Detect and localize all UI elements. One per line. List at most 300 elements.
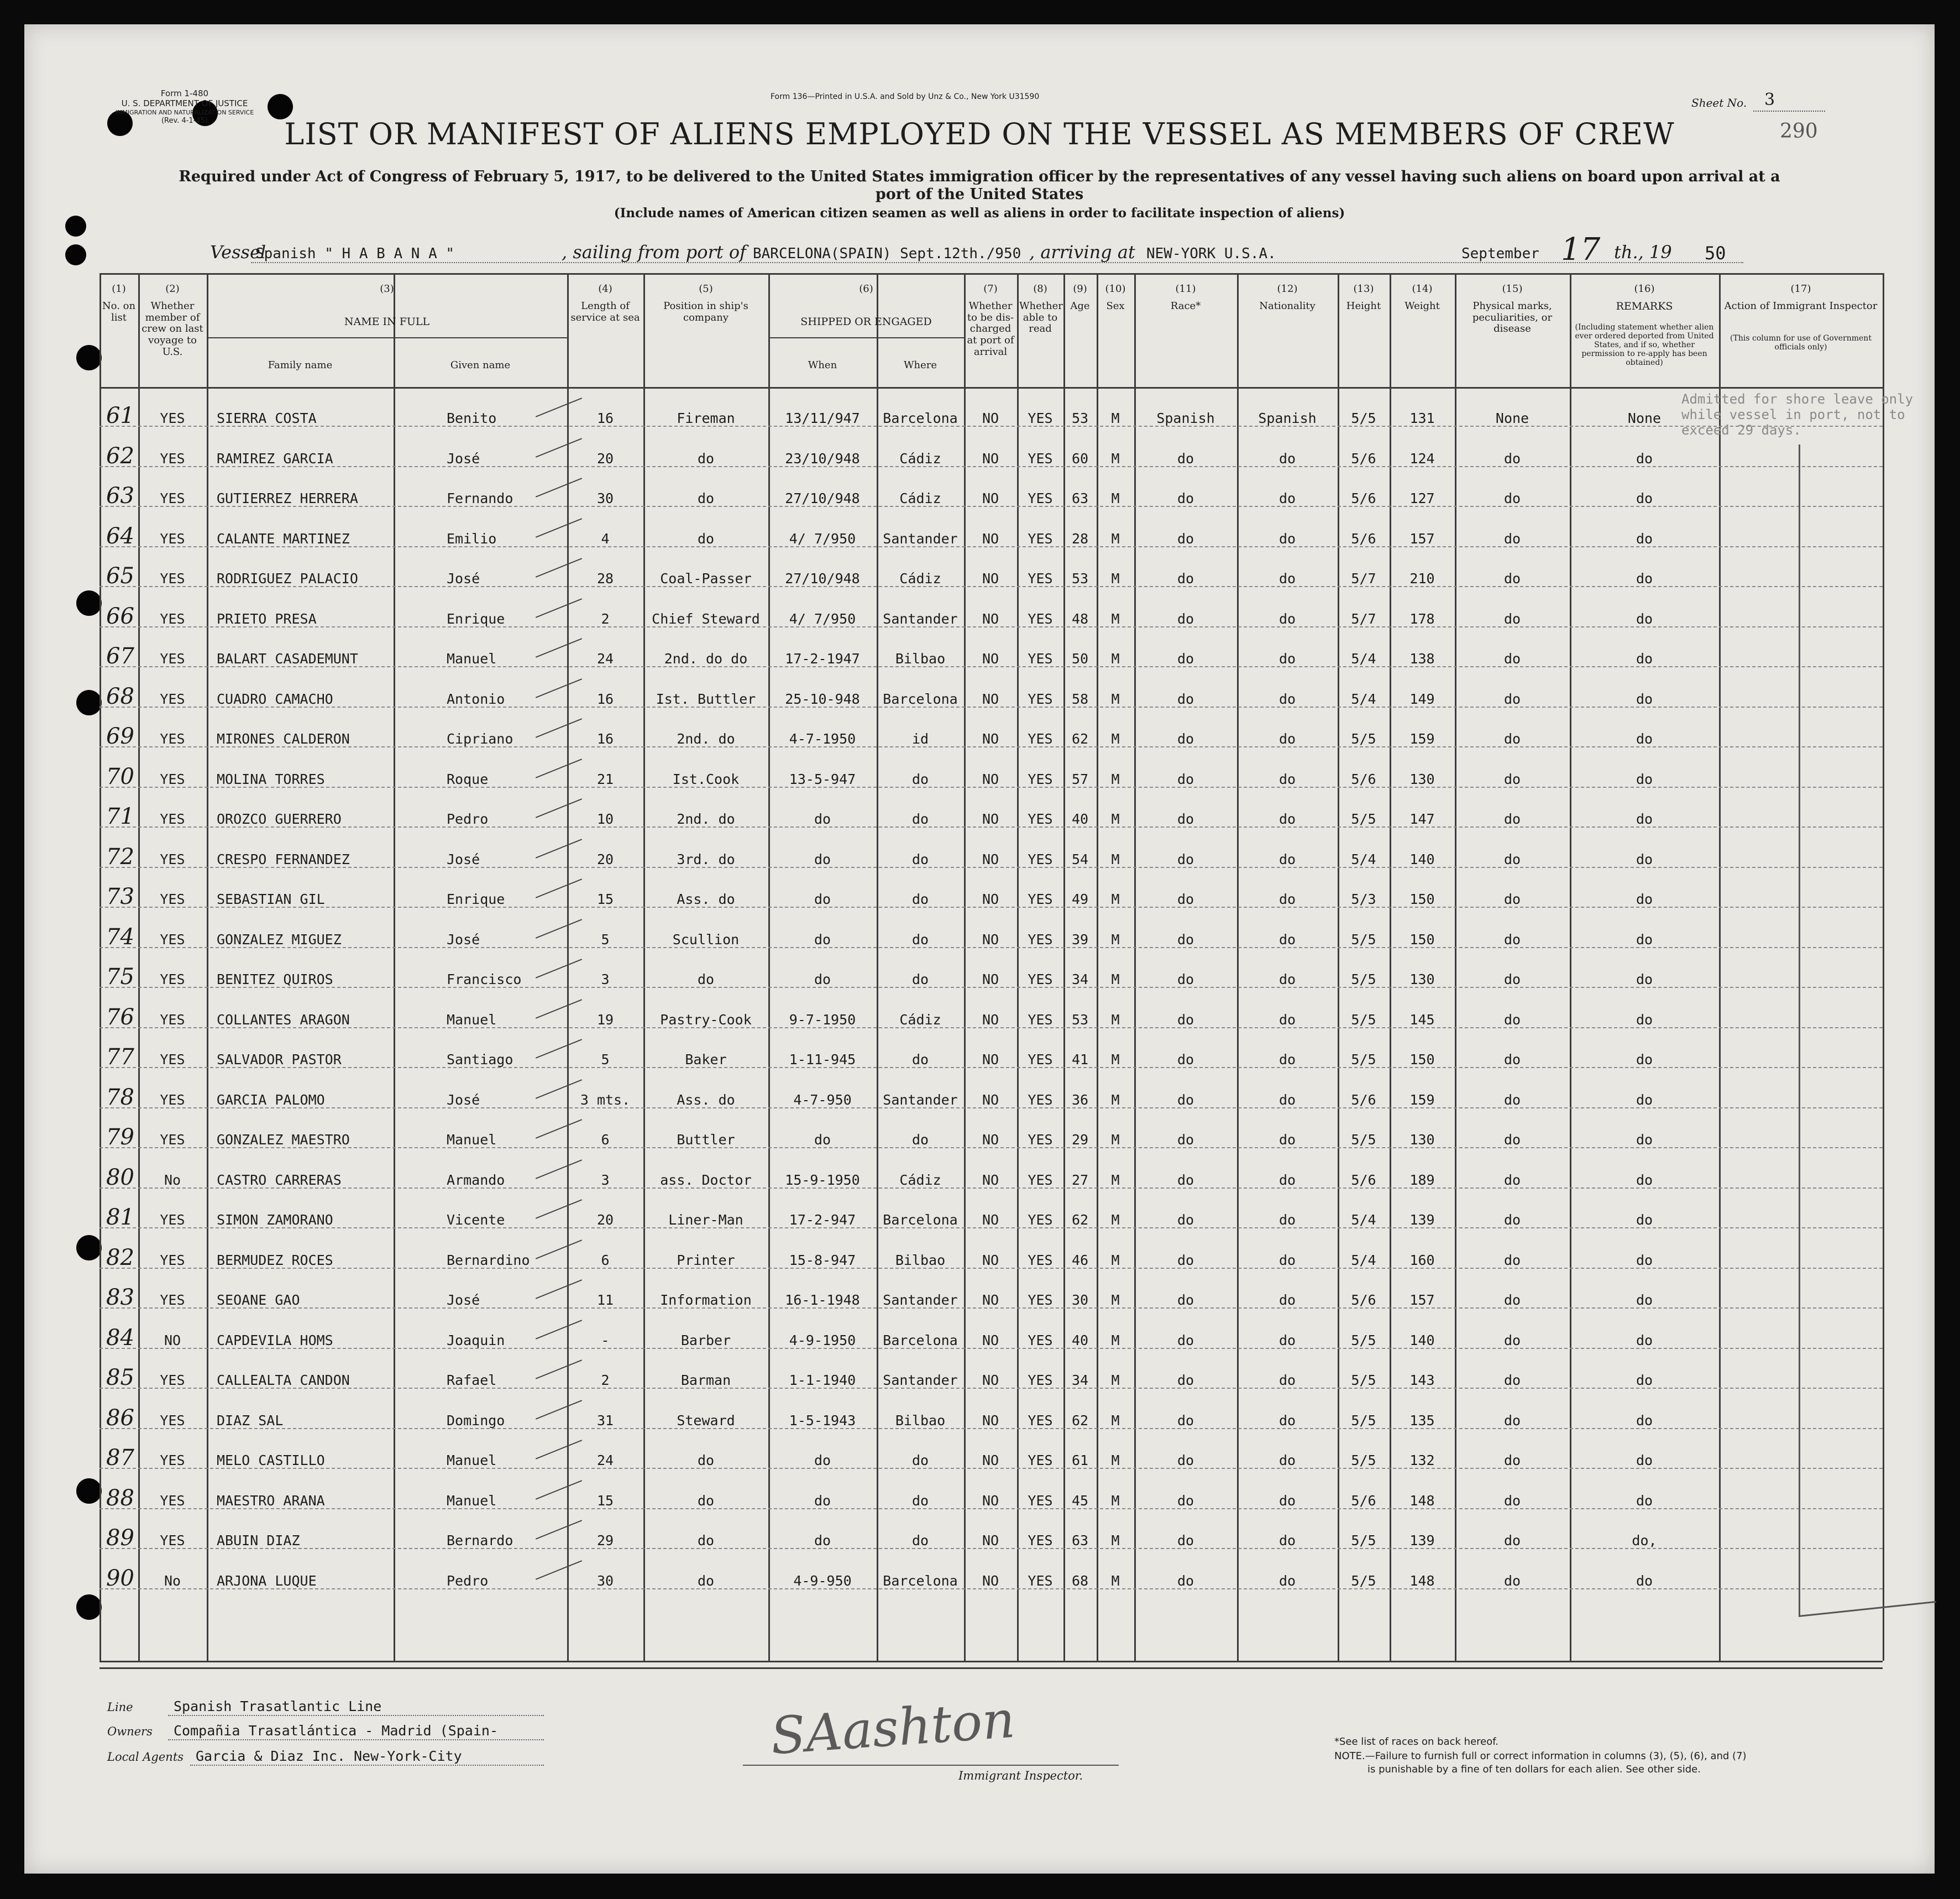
row-when: 23/10/948 <box>785 450 860 467</box>
printer-line: Form 136—Printed in U.S.A. and Sold by Unz & Co., New York U31590 <box>771 92 1040 101</box>
check-mark <box>536 1119 582 1139</box>
row-marks: do <box>1503 771 1521 787</box>
row-last: YES <box>160 971 185 987</box>
row-sex: M <box>1111 811 1120 827</box>
row-family-name: GONZALEZ MAESTRO <box>217 1132 350 1148</box>
row-read: YES <box>1028 610 1053 627</box>
manifest-sheet <box>24 24 1935 1874</box>
row-marks: do <box>1503 1011 1521 1028</box>
row-position: 2nd. do <box>677 811 735 827</box>
row-when: 27/10/948 <box>785 490 860 506</box>
row-race: do <box>1177 1051 1194 1068</box>
row-age: 28 <box>1071 530 1089 547</box>
row-family-name: MAESTRO ARANA <box>217 1492 325 1509</box>
column-header: NAME IN FULL <box>344 316 430 328</box>
row-disch: NO <box>982 1532 999 1549</box>
form-number: Form 1-480 <box>160 88 209 98</box>
row-read: YES <box>1028 1532 1053 1549</box>
row-height: 5/5 <box>1351 811 1376 827</box>
row-last: YES <box>160 530 185 547</box>
row-family-name: DIAZ SAL <box>217 1412 284 1429</box>
row-age: 57 <box>1071 771 1089 787</box>
row-sex: M <box>1111 571 1120 587</box>
row-family-name: RODRIGUEZ PALACIO <box>217 571 358 587</box>
row-sex: M <box>1111 1132 1120 1148</box>
row-when: 4-7-950 <box>793 1091 852 1108</box>
check-mark <box>536 919 582 939</box>
row-last: YES <box>160 610 185 627</box>
row-where: do <box>911 1532 929 1549</box>
row-disch: NO <box>982 1572 999 1589</box>
row-sex: M <box>1111 1532 1120 1549</box>
row-where: do <box>911 1132 929 1148</box>
service-name: IMMIGRATION AND NATURALIZATION SERVICE <box>115 109 254 116</box>
row-number: 69 <box>106 724 134 749</box>
row-age: 41 <box>1071 1051 1089 1068</box>
row-number: 65 <box>106 563 134 589</box>
row-last: YES <box>160 811 185 827</box>
row-nat: do <box>1278 1452 1296 1468</box>
row-given-name: Domingo <box>447 1412 505 1429</box>
row-marks: do <box>1503 690 1521 707</box>
row-marks: do <box>1503 931 1521 948</box>
row-weight: 147 <box>1409 811 1435 827</box>
row-number: 74 <box>106 924 134 950</box>
row-where: do <box>911 811 929 827</box>
row-number: 87 <box>106 1445 134 1471</box>
row-height: 5/5 <box>1351 1372 1376 1388</box>
row-age: 45 <box>1071 1492 1089 1509</box>
row-weight: 145 <box>1409 1011 1435 1028</box>
row-remarks: do <box>1636 851 1653 867</box>
row-position: Fireman <box>677 410 735 426</box>
row-age: 53 <box>1071 1011 1089 1028</box>
sailing-label: , sailing from port of <box>562 242 746 263</box>
column-header: Weight <box>1405 300 1440 312</box>
column-number: (7) <box>983 283 998 295</box>
column-rule <box>964 273 966 1661</box>
penalty-note-2: is punishable by a fine of ten dollars for each alien. See other side. <box>1367 1764 1701 1775</box>
row-position: 3rd. do <box>677 851 735 867</box>
row-age: 50 <box>1071 651 1089 667</box>
row-read: YES <box>1028 571 1053 587</box>
row-given-name: Bernardino <box>447 1252 530 1268</box>
row-read: YES <box>1028 971 1053 987</box>
row-position: Scullion <box>672 931 740 948</box>
row-remarks: do <box>1636 1372 1653 1388</box>
check-mark <box>536 1159 582 1179</box>
row-family-name: MOLINA TORRES <box>217 771 325 787</box>
row-race: do <box>1177 1572 1194 1589</box>
row-marks: do <box>1503 1051 1521 1068</box>
row-weight: 132 <box>1409 1452 1435 1468</box>
row-disch: NO <box>982 450 999 467</box>
row-race: do <box>1177 1492 1194 1509</box>
row-where: Barcelona <box>883 410 958 426</box>
row-race: do <box>1177 1252 1194 1268</box>
row-number: 77 <box>106 1044 134 1070</box>
row-age: 34 <box>1071 971 1089 987</box>
column-number: (15) <box>1502 283 1523 295</box>
row-marks: do <box>1503 1091 1521 1108</box>
row-where: Cádiz <box>899 490 941 506</box>
row-read: YES <box>1028 1091 1053 1108</box>
column-rule <box>1338 273 1339 1661</box>
row-height: 5/4 <box>1351 1252 1376 1268</box>
row-remarks: do <box>1636 1212 1653 1228</box>
row-given-name: Joaquin <box>447 1332 505 1348</box>
row-disch: NO <box>982 1011 999 1028</box>
row-where: do <box>911 931 929 948</box>
row-given-name: Manuel <box>447 1011 497 1028</box>
column-header: Nationality <box>1259 300 1316 312</box>
row-family-name: GONZALEZ MIGUEZ <box>217 931 342 948</box>
column-header: Length of service at sea <box>570 300 640 323</box>
row-family-name: SIMON ZAMORANO <box>217 1212 333 1228</box>
row-remarks: do <box>1636 450 1653 467</box>
row-family-name: CRESPO FERNANDEZ <box>217 851 350 867</box>
row-when: 17-2-1947 <box>785 651 860 667</box>
row-race: do <box>1177 530 1194 547</box>
owners-value: Compañia Trasatlántica - Madrid (Spain- <box>174 1723 498 1739</box>
row-marks: do <box>1503 1452 1521 1468</box>
row-number: 73 <box>106 884 134 909</box>
row-age: 46 <box>1071 1252 1089 1268</box>
row-when: do <box>814 851 831 867</box>
row-remarks: do <box>1636 1332 1653 1348</box>
row-age: 63 <box>1071 490 1089 506</box>
row-when: do <box>814 891 831 907</box>
row-read: YES <box>1028 1171 1053 1188</box>
row-last: YES <box>160 1212 185 1228</box>
row-where: Santander <box>883 1091 958 1108</box>
row-marks: do <box>1503 1132 1521 1148</box>
row-nat: do <box>1278 690 1296 707</box>
row-remarks: do <box>1636 1492 1653 1509</box>
row-remarks: do <box>1636 1292 1653 1308</box>
row-where: do <box>911 1051 929 1068</box>
row-family-name: CALANTE MARTINEZ <box>217 530 350 547</box>
row-weight: 140 <box>1409 851 1435 867</box>
row-race: do <box>1177 1412 1194 1429</box>
row-position: Barber <box>680 1332 731 1348</box>
row-marks: do <box>1503 530 1521 547</box>
row-height: 5/7 <box>1351 571 1376 587</box>
row-position: 2nd. do do <box>664 651 748 667</box>
row-last: YES <box>160 1372 185 1388</box>
row-family-name: ARJONA LUQUE <box>217 1572 317 1589</box>
row-given-name: Fernando <box>447 490 513 506</box>
row-number: 86 <box>106 1405 134 1431</box>
row-sex: M <box>1111 1252 1120 1268</box>
revision-date: (Rev. 4-1-45) <box>161 117 208 125</box>
subtitle-line-3: (Include names of American citizen seamen as well as aliens in order to facilitate inspection of aliens) <box>614 206 1345 221</box>
column-rule <box>138 273 140 1661</box>
row-age: 62 <box>1071 1212 1089 1228</box>
action-note: (This column for use of Government officials only) <box>1730 334 1872 352</box>
row-last: YES <box>160 651 185 667</box>
row-sex: M <box>1111 931 1120 948</box>
row-disch: NO <box>982 1091 999 1108</box>
row-given-name: José <box>447 1091 480 1108</box>
row-nat: do <box>1278 731 1296 747</box>
row-family-name: SIERRA COSTA <box>217 410 317 426</box>
row-marks: do <box>1503 1292 1521 1308</box>
column-rule <box>768 273 770 1661</box>
row-height: 5/5 <box>1351 1452 1376 1468</box>
row-read: YES <box>1028 1452 1053 1468</box>
check-mark <box>536 1400 582 1420</box>
row-last: YES <box>160 1132 185 1148</box>
row-given-name: Enrique <box>447 891 505 907</box>
row-position: ass. Doctor <box>660 1171 752 1188</box>
row-age: 30 <box>1071 1292 1089 1308</box>
row-nat: do <box>1278 771 1296 787</box>
row-remarks: do <box>1636 931 1653 948</box>
row-given-name: José <box>447 931 480 948</box>
row-service: 16 <box>596 410 614 426</box>
row-service: 29 <box>596 1532 614 1549</box>
row-when: 1-1-1940 <box>789 1372 856 1388</box>
row-position: do <box>697 971 715 987</box>
row-remarks: do <box>1636 1091 1653 1108</box>
column-header: Sex <box>1106 300 1125 312</box>
row-service: 3 mts. <box>580 1091 631 1108</box>
row-age: 60 <box>1071 450 1089 467</box>
row-nat: do <box>1278 450 1296 467</box>
column-header: Action of Immigrant Inspector <box>1724 300 1878 312</box>
row-age: 53 <box>1071 571 1089 587</box>
column-rule <box>1017 273 1019 1661</box>
row-service: 5 <box>601 1051 610 1068</box>
row-nat: do <box>1278 571 1296 587</box>
inspector-note-1: Admitted for shore leave only <box>1681 391 1914 407</box>
row-disch: NO <box>982 1252 999 1268</box>
row-family-name: BENITEZ QUIROS <box>217 971 333 987</box>
check-mark <box>536 959 582 979</box>
row-family-name: CUADRO CAMACHO <box>217 690 333 707</box>
row-nat: do <box>1278 490 1296 506</box>
column-header: Whether to be dis-charged at port of arrival <box>967 300 1014 358</box>
row-when: 9-7-1950 <box>789 1011 856 1028</box>
column-number: (14) <box>1412 283 1433 295</box>
row-height: 5/7 <box>1351 610 1376 627</box>
row-marks: do <box>1503 811 1521 827</box>
row-weight: 178 <box>1409 610 1435 627</box>
row-marks: do <box>1503 1372 1521 1388</box>
row-read: YES <box>1028 731 1053 747</box>
check-mark <box>536 678 582 698</box>
check-mark <box>536 638 582 658</box>
row-race: do <box>1177 731 1194 747</box>
column-header: SHIPPED OR ENGAGED <box>800 316 932 328</box>
row-number: 64 <box>106 523 134 549</box>
row-given-name: Cipriano <box>447 731 513 747</box>
check-mark <box>536 839 582 859</box>
row-height: 5/5 <box>1351 1532 1376 1549</box>
row-disch: NO <box>982 1292 999 1308</box>
owners-label: Owners <box>107 1725 153 1738</box>
footer-underline <box>168 1715 544 1716</box>
row-nat: do <box>1278 1212 1296 1228</box>
sheet-number: 3 <box>1764 90 1775 109</box>
check-mark <box>536 1359 582 1379</box>
row-when: 4-9-1950 <box>789 1332 856 1348</box>
row-position: Ist. Buttler <box>656 690 756 707</box>
row-where: Bilbao <box>895 651 946 667</box>
row-position: Baker <box>685 1051 727 1068</box>
signature-line <box>743 1765 1119 1766</box>
row-given-name: Santiago <box>447 1051 513 1068</box>
row-service: 16 <box>596 731 614 747</box>
row-read: YES <box>1028 490 1053 506</box>
subtitle-line-1: Required under Act of Congress of February 5, 1917, to be delivered to the United States immigration officer by the representatives of any vessel having such aliens on board upon arrival at a <box>179 168 1780 185</box>
row-given-name: Armando <box>447 1171 505 1188</box>
column-number: (5) <box>699 283 713 295</box>
when-header: When <box>808 359 837 371</box>
row-number: 84 <box>106 1325 134 1351</box>
row-age: 36 <box>1071 1091 1089 1108</box>
row-number: 88 <box>106 1485 134 1511</box>
row-service: 2 <box>601 610 610 627</box>
penalty-note-1: NOTE.—Failure to furnish full or correct information in columns (3), (5), (6), and (7) <box>1334 1750 1747 1762</box>
row-where: Barcelona <box>883 1572 958 1589</box>
check-mark <box>536 558 582 578</box>
row-number: 85 <box>106 1365 134 1390</box>
row-read: YES <box>1028 1492 1053 1509</box>
row-family-name: RAMIREZ GARCIA <box>217 450 333 467</box>
row-family-name: CAPDEVILA HOMS <box>217 1332 333 1348</box>
name-subheader-rule <box>207 337 567 338</box>
column-number: (9) <box>1073 283 1087 295</box>
row-age: 68 <box>1071 1572 1089 1589</box>
row-last: YES <box>160 771 185 787</box>
row-remarks: do <box>1636 1252 1653 1268</box>
row-marks: do <box>1503 610 1521 627</box>
row-race: do <box>1177 690 1194 707</box>
row-race: do <box>1177 971 1194 987</box>
row-given-name: Pedro <box>447 811 489 827</box>
row-marks: None <box>1495 410 1529 426</box>
row-race: do <box>1177 811 1194 827</box>
row-race: do <box>1177 571 1194 587</box>
row-position: do <box>697 1452 715 1468</box>
row-height: 5/6 <box>1351 490 1376 506</box>
check-mark <box>536 1520 582 1540</box>
row-when: 1-11-945 <box>789 1051 856 1068</box>
row-read: YES <box>1028 931 1053 948</box>
column-rule <box>567 273 569 1661</box>
row-service: 4 <box>601 530 610 547</box>
row-last: YES <box>160 410 185 426</box>
row-given-name: Emilio <box>447 530 497 547</box>
row-where: Barcelona <box>883 690 958 707</box>
column-number: (8) <box>1033 283 1047 295</box>
row-when: do <box>814 1492 831 1509</box>
row-height: 5/6 <box>1351 771 1376 787</box>
check-mark <box>536 598 582 618</box>
row-last: YES <box>160 1051 185 1068</box>
row-disch: NO <box>982 610 999 627</box>
departure-port: BARCELONA(SPAIN) Sept.12th./950 <box>753 245 1021 262</box>
row-when: 16-1-1948 <box>785 1292 860 1308</box>
row-given-name: Rafael <box>447 1372 497 1388</box>
row-sex: M <box>1111 1452 1120 1468</box>
row-age: 62 <box>1071 731 1089 747</box>
row-position: Steward <box>677 1412 735 1429</box>
row-height: 5/6 <box>1351 1171 1376 1188</box>
vessel-name: Spanish " H A B A N A " <box>255 245 455 262</box>
row-nat: do <box>1278 1332 1296 1348</box>
row-when: 4-9-950 <box>793 1572 852 1589</box>
row-height: 5/5 <box>1351 1132 1376 1148</box>
row-marks: do <box>1503 1412 1521 1429</box>
row-race: do <box>1177 891 1194 907</box>
row-position: Liner-Man <box>668 1212 743 1228</box>
check-mark <box>536 1279 582 1299</box>
row-read: YES <box>1028 410 1053 426</box>
row-position: Ist.Cook <box>672 771 740 787</box>
row-sex: M <box>1111 1332 1120 1348</box>
row-read: YES <box>1028 651 1053 667</box>
row-sex: M <box>1111 971 1120 987</box>
row-given-name: José <box>447 1292 480 1308</box>
row-when: do <box>814 811 831 827</box>
department-name: U. S. DEPARTMENT OF JUSTICE <box>121 98 248 108</box>
row-disch: NO <box>982 1332 999 1348</box>
row-read: YES <box>1028 1011 1053 1028</box>
given-name-header: Given name <box>450 359 511 371</box>
row-height: 5/5 <box>1351 731 1376 747</box>
row-weight: 150 <box>1409 891 1435 907</box>
check-mark <box>536 1560 582 1580</box>
column-header: Whether member of crew on last voyage to U.S. <box>142 300 203 358</box>
row-service: 10 <box>596 811 614 827</box>
inspector-note-2: while vessel in port, not to <box>1681 407 1905 422</box>
row-height: 5/5 <box>1351 1332 1376 1348</box>
row-race: do <box>1177 610 1194 627</box>
row-read: YES <box>1028 1132 1053 1148</box>
row-position: Pastry-Cook <box>660 1011 752 1028</box>
row-last: YES <box>160 1091 185 1108</box>
row-marks: do <box>1503 450 1521 467</box>
row-service: 2 <box>601 1372 610 1388</box>
row-read: YES <box>1028 450 1053 467</box>
crew-table <box>24 24 1935 1874</box>
row-weight: 139 <box>1409 1532 1435 1549</box>
row-race: do <box>1177 1212 1194 1228</box>
row-height: 5/3 <box>1351 891 1376 907</box>
row-where: do <box>911 771 929 787</box>
footer-top-rule <box>99 1667 1883 1669</box>
row-sex: M <box>1111 891 1120 907</box>
row-given-name: José <box>447 450 480 467</box>
page-title: LIST OR MANIFEST OF ALIENS EMPLOYED ON THE VESSEL AS MEMBERS OF CREW <box>284 117 1675 151</box>
subtitle-line-2: port of the United States <box>875 186 1084 203</box>
row-remarks: do <box>1636 971 1653 987</box>
row-read: YES <box>1028 1372 1053 1388</box>
row-weight: 157 <box>1409 530 1435 547</box>
row-when: 15-8-947 <box>789 1252 856 1268</box>
row-weight: 130 <box>1409 771 1435 787</box>
row-sex: M <box>1111 610 1120 627</box>
row-height: 5/5 <box>1351 931 1376 948</box>
row-position: Coal-Passer <box>660 571 752 587</box>
row-position: Buttler <box>677 1132 735 1148</box>
check-mark <box>536 1320 582 1340</box>
row-remarks: do <box>1636 610 1653 627</box>
column-rule <box>1063 273 1065 1661</box>
